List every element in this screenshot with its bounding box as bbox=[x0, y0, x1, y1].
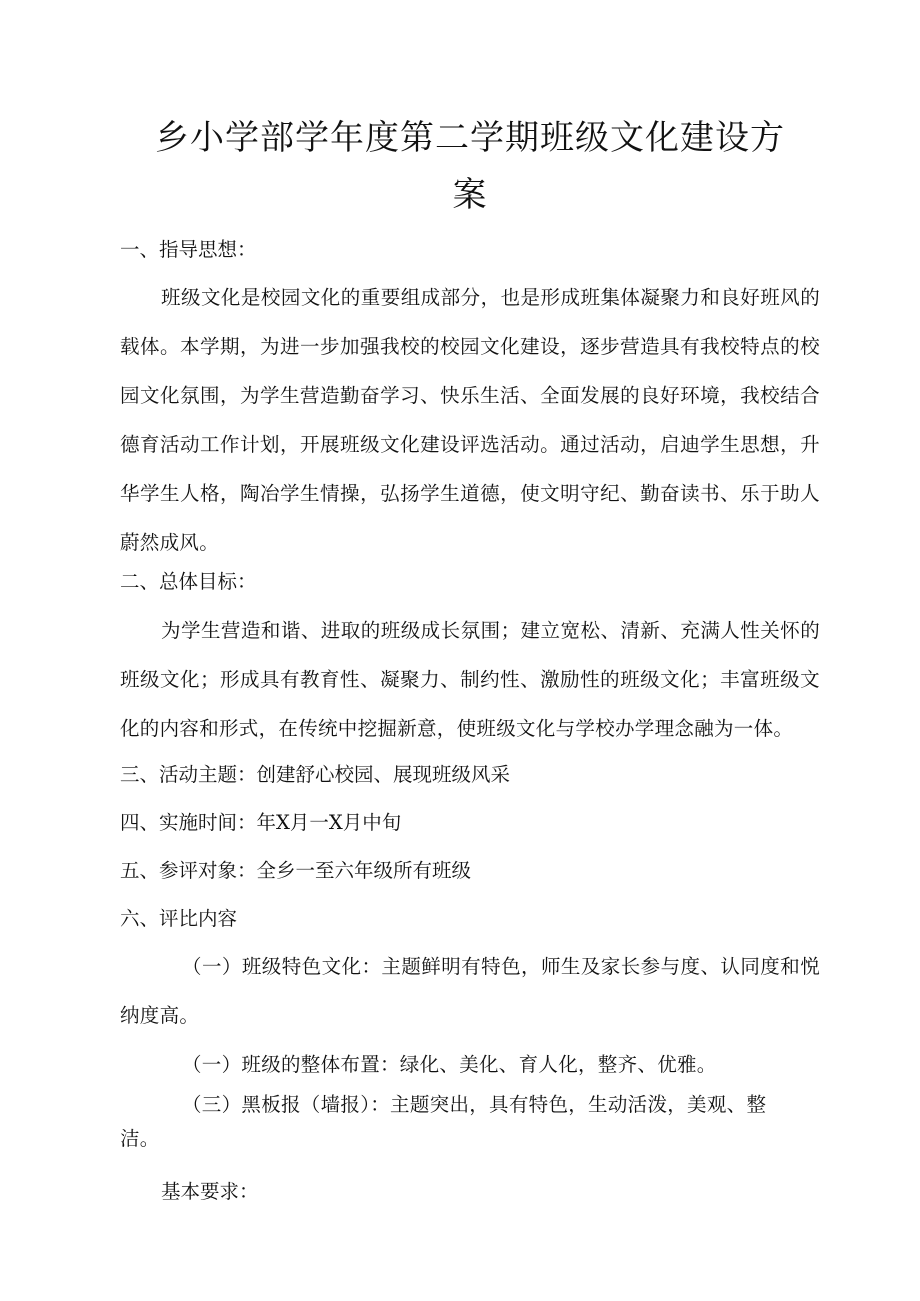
section-heading-participants: 五、参评对象：全乡一至六年级所有班级 bbox=[120, 859, 472, 882]
evaluation-item-2: （一）班级的整体布置：绿化、美化、育人化，整齐、优雅。 bbox=[182, 1053, 717, 1076]
evaluation-item-1: （一）班级特色文化：主题鲜明有特色，师生及家长参与度、认同度和悦纳度高。 bbox=[120, 955, 820, 1027]
document-title-line-2: 案 bbox=[452, 175, 488, 215]
basic-requirements-label: 基本要求： bbox=[161, 1180, 259, 1203]
section-heading-implementation-time: 四、实施时间：年X月一X月中旬 bbox=[120, 811, 402, 834]
evaluation-item-3: （三）黑板报（墙报）：主题突出，具有特色，生动活泼，美观、整洁。 bbox=[120, 1093, 767, 1150]
section-body-overall-goal: 为学生营造和谐、进取的班级成长氛围；建立宽松、清新、充满人性关怀的班级文化；形成具有教育性、凝聚力、制约性、激励性的班级文化；丰富班级文化的内容和形式，在传统中挖掘新意，使班级文化与学校办学理念融为一体。 bbox=[120, 619, 820, 740]
document-title-line-1: 乡小学部学年度第二学期班级文化建设方 bbox=[155, 118, 785, 158]
section-heading-overall-goal: 二、总体目标： bbox=[120, 570, 257, 593]
section-heading-guiding-ideology: 一、指导思想： bbox=[120, 238, 257, 261]
section-heading-activity-theme: 三、活动主题：创建舒心校园、展现班级风采 bbox=[120, 763, 511, 786]
section-heading-evaluation-content: 六、评比内容 bbox=[120, 907, 238, 930]
section-body-guiding-ideology: 班级文化是校园文化的重要组成部分，也是形成班集体凝聚力和良好班风的载体。本学期，为进一步加强我校的校园文化建设，逐步营造具有我校特点的校园文化氛围，为学生营造勤奋学习、快乐生活、全面发展的良好环境，我校结合德育活动工作计划，开展班级文化建设评选活动。通过活动，启迪学生思想，升华学生人格，陶冶学生情操，弘扬学生道德，使文明守纪、勤奋读书、乐于助人蔚然成风。 bbox=[120, 286, 820, 554]
